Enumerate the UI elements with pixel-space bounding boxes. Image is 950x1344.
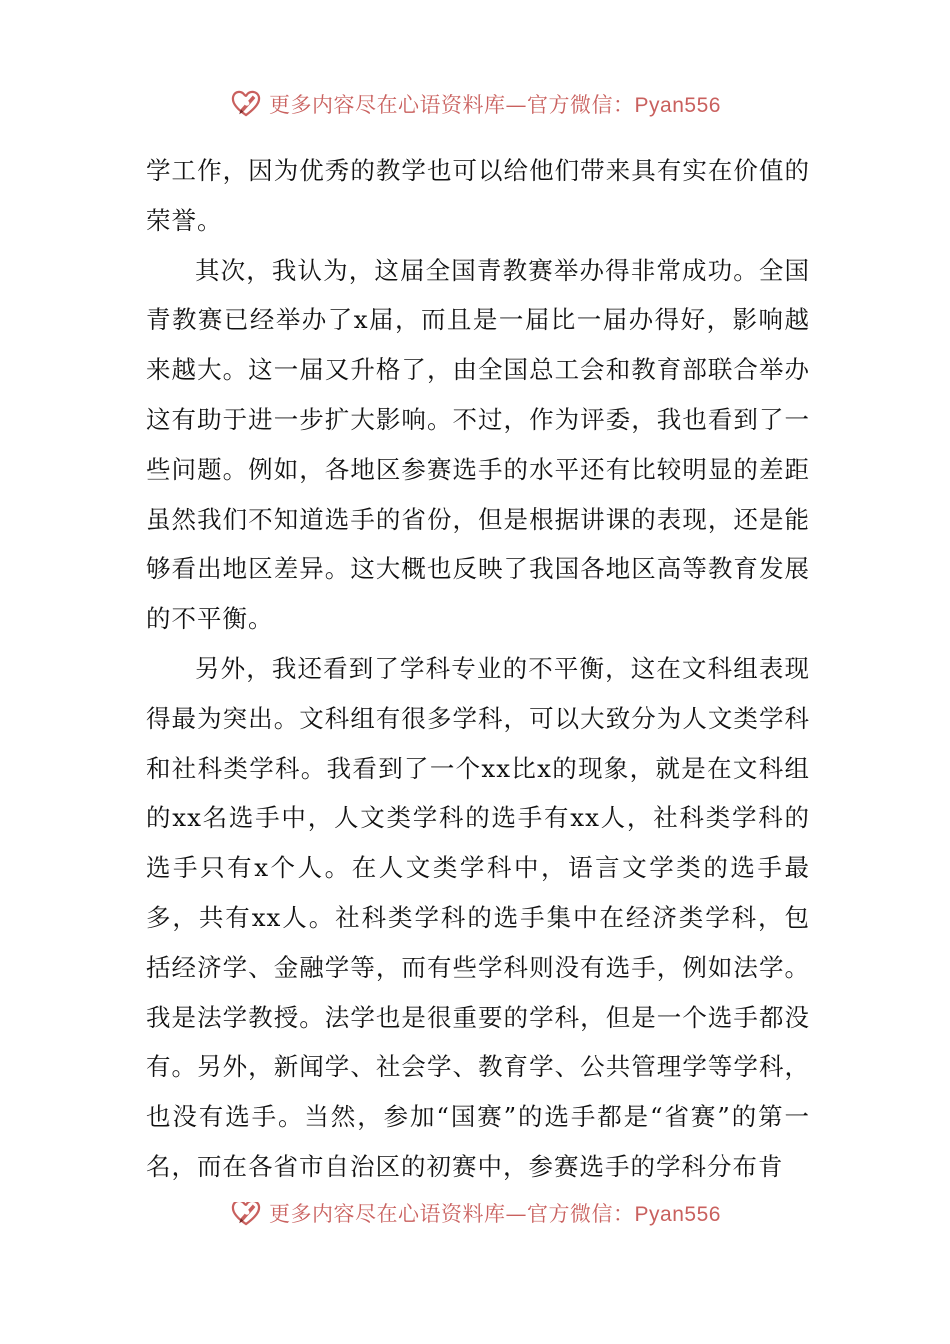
paragraph-discipline-imbalance: 另外，我还看到了学科专业的不平衡，这在文科组表现得最为突出。文科组有很多学科，可以大致分为人文类学科和社科类学科。我看到了一个xx比x的现象，就是在文科组的xx名选手中，人文类学科的选手有xx人，社科类学科的选手只有x个人。在人文类学科中，语言文学类的选手最多，共有xx人。社科类学科的选手集中在经济类学科，包括经济学、金融学等，而有些学科则没有选手，例如法学。我是法学教授。法学也是很重要的学科，但是一个选手都没有。另外，新闻学、社会学、教育学、公共管理学等学科，也没有选手。当然，参加“国赛”的选手都是“省赛”的第一名，而在各省市自治区的初赛中，参赛选手的学科分布肯 (146, 653, 810, 1181)
document-body (146, 146, 810, 1192)
pen-heart-logo-icon (229, 1202, 263, 1230)
header-banner-content (229, 87, 721, 121)
header-wechat-handle: Pyan556 (634, 94, 721, 117)
footer-wechat-handle: Pyan556 (634, 1203, 721, 1226)
footer-banner-content (229, 1202, 721, 1230)
header-banner-text: 更多内容尽在心语资料库—官方微信：Pyan556 (269, 93, 721, 117)
paragraph-continued: 学工作，因为优秀的教学也可以给他们带来具有实在价值的荣誉。 (146, 156, 810, 235)
pen-heart-logo-icon (229, 87, 263, 121)
paragraph-second-point: 其次，我认为，这届全国青教赛举办得非常成功。全国青教赛已经举办了x届，而且是一届比一届办得好，影响越来越大。这一届又升格了，由全国总工会和教育部联合举办这有助于进一步扩大影响。不过，作为评委，我也看到了一些问题。例如，各地区参赛选手的水平还有比较明显的差距虽然我们不知道选手的省份，但是根据讲课的表现，还是能够看出地区差异。这大概也反映了我国各地区高等教育发展的不平衡。 (146, 255, 810, 634)
header-watermark-banner (0, 84, 950, 124)
footer-watermark-banner (0, 1202, 950, 1242)
footer-banner-text: 更多内容尽在心语资料库—官方微信：Pyan556 (269, 1202, 721, 1226)
